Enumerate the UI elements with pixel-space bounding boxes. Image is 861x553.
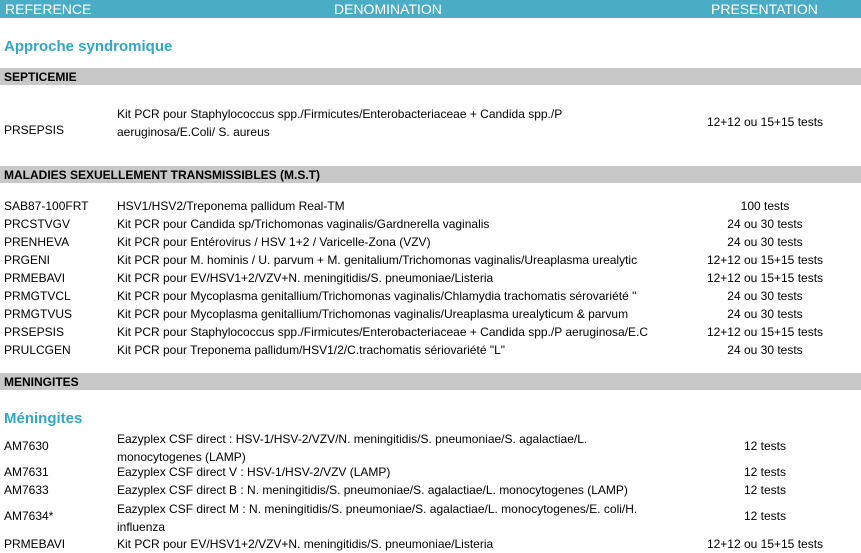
row-reference: PRSEPSIS (4, 123, 65, 137)
row-denomination: Kit PCR pour Staphylococcus spp./Firmicutes/Enterobacteriaceae + Candida spp./P aeruginosa/E.C (117, 325, 649, 339)
row-reference: PRENHEVA (4, 235, 70, 249)
table-row (0, 305, 861, 323)
table-row (0, 463, 861, 481)
category-band-mst (0, 166, 861, 183)
row-reference: AM7631 (4, 465, 49, 479)
category-band-meningites (0, 373, 861, 390)
table-row (0, 197, 861, 215)
table-row (0, 269, 861, 287)
row-presentation: 24 ou 30 tests (727, 307, 803, 321)
table-row (0, 430, 861, 466)
section-title-meningites: Méningites (4, 410, 83, 427)
row-denomination: Eazyplex CSF direct M : N. meningitidis/S. pneumoniae/S. agalactiae/L. monocytogenes/E. coli/H. influenza (117, 502, 638, 534)
row-reference: AM7634* (4, 509, 54, 523)
row-presentation: 24 ou 30 tests (727, 289, 803, 303)
row-denomination: Kit PCR pour Mycoplasma genitallium/Trichomonas vaginalis/Chlamydia trachomatis sérovariété " (117, 289, 637, 303)
category-band-septicemie (0, 68, 861, 85)
row-reference: PRMGTVUS (4, 307, 73, 321)
row-reference: PRGENI (4, 253, 51, 267)
table-row (0, 500, 861, 536)
row-presentation: 12 tests (743, 509, 787, 523)
row-reference: PRSEPSIS (4, 325, 65, 339)
row-presentation: 12+12 ou 15+15 tests (706, 115, 824, 129)
row-denomination: HSV1/HSV2/Treponema pallidum Real-TM (117, 199, 345, 213)
row-reference: PRCSTVGV (4, 217, 71, 231)
table-row (0, 323, 861, 341)
table-row (0, 215, 861, 233)
row-presentation: 12+12 ou 15+15 tests (706, 253, 824, 267)
row-presentation: 12 tests (743, 465, 787, 479)
row-reference: AM7633 (4, 483, 49, 497)
row-denomination: Eazyplex CSF direct B : N. meningitidis/S. pneumoniae/S. agalactiae/L. monocytogenes (LAMP) (117, 483, 628, 497)
row-denomination: Kit PCR pour Treponema pallidum/HSV1/2/C.trachomatis sériovariété "L" (117, 343, 506, 357)
table-row (0, 341, 861, 359)
row-denomination: Eazyplex CSF direct : HSV-1/HSV-2/VZV/N. meningitidis/S. pneumoniae/S. agalactiae/L. monocytogenes (LAMP) (117, 432, 588, 464)
table-row (0, 251, 861, 269)
row-reference: PRMEBAVI (4, 271, 66, 285)
header-reference: REFERENCE (5, 1, 92, 17)
row-presentation: 24 ou 30 tests (727, 217, 803, 231)
table-row (0, 481, 861, 499)
row-denomination: Kit PCR pour EV/HSV1+2/VZV+N. meningitidis/S. pneumoniae/Listeria (117, 537, 494, 551)
row-presentation: 12 tests (743, 439, 787, 453)
row-presentation: 12 tests (743, 483, 787, 497)
row-reference: SAB87-100FRT (4, 199, 89, 213)
row-reference: AM7630 (4, 439, 49, 453)
row-presentation: 24 ou 30 tests (727, 343, 803, 357)
row-reference: PRMGTVCL (4, 289, 71, 303)
category-label: MENINGITES (4, 375, 79, 389)
row-denomination: Kit PCR pour Candida sp/Trichomonas vaginalis/Gardnerella vaginalis (117, 217, 490, 231)
row-reference: PRMEBAVI (4, 537, 66, 551)
row-denomination: Kit PCR pour Staphylococcus spp./Firmicutes/Enterobacteriaceae + Candida spp./P aeruginosa/E.Coli/ S. aureus (117, 107, 563, 139)
header-presentation: PRESENTATION (711, 1, 818, 17)
table-row (0, 233, 861, 251)
row-presentation: 100 tests (740, 199, 790, 213)
table-row (0, 105, 861, 141)
row-denomination: Kit PCR pour EV/HSV1+2/VZV+N. meningitidis/S. pneumoniae/Listeria (117, 271, 494, 285)
row-presentation: 12+12 ou 15+15 tests (706, 271, 824, 285)
category-label: SEPTICEMIE (4, 70, 77, 84)
table-row (0, 535, 861, 553)
row-reference: PRULCGEN (4, 343, 71, 357)
row-presentation: 24 ou 30 tests (727, 235, 803, 249)
row-presentation: 12+12 ou 15+15 tests (706, 537, 824, 551)
header-denomination: DENOMINATION (334, 1, 442, 17)
table-header (0, 0, 861, 18)
table-row (0, 287, 861, 305)
row-denomination: Kit PCR pour Mycoplasma genitallium/Trichomonas vaginalis/Ureaplasma urealyticum & parvum (117, 307, 629, 321)
section-title-approche: Approche syndromique (4, 38, 173, 55)
category-label: MALADIES SEXUELLEMENT TRANSMISSIBLES (M.S.T) (4, 168, 321, 182)
row-denomination: Kit PCR pour M. hominis / U. parvum + M. genitalium/Trichomonas vaginalis/Ureaplasma urealytic (117, 253, 638, 267)
row-presentation: 12+12 ou 15+15 tests (706, 325, 824, 339)
row-denomination: Eazyplex CSF direct V : HSV-1/HSV-2/VZV (LAMP) (117, 465, 391, 479)
row-denomination: Kit PCR pour Entérovirus / HSV 1+2 / Varicelle-Zona (VZV) (117, 235, 431, 249)
